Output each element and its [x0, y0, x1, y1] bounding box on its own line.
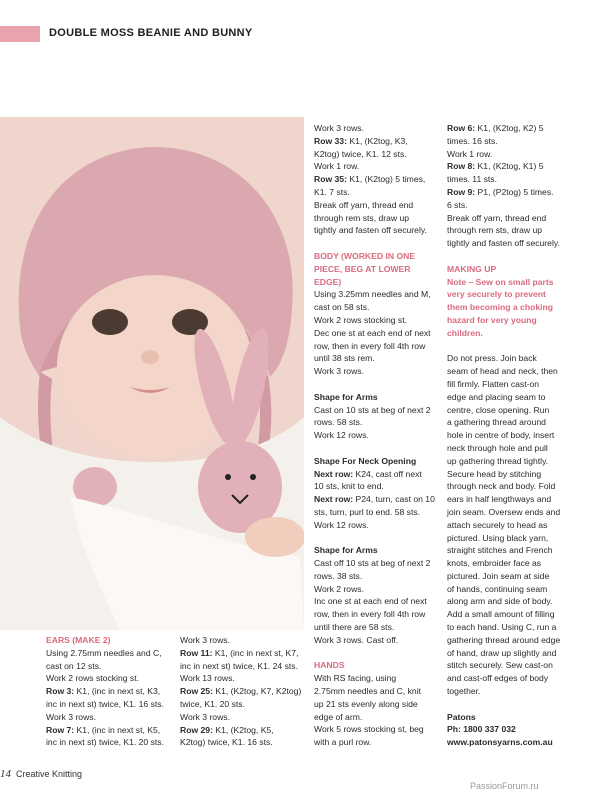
line-text: Using 2.75mm needles and C,	[46, 647, 162, 658]
line-text: Work 2 rows stocking st.	[314, 314, 407, 325]
line-text: Work 1 row.	[314, 161, 360, 172]
bold-label: Shape for Arms	[314, 391, 378, 402]
text-line	[314, 672, 442, 685]
text-line	[314, 621, 442, 634]
bold-label: Ph: 1800 337 032	[447, 724, 516, 735]
text-line	[46, 672, 176, 685]
text-line	[314, 212, 442, 225]
text-line	[46, 724, 176, 737]
line-text: times. 16 sts.	[447, 135, 498, 146]
text-line	[447, 532, 577, 545]
line-text: edge and placing seam to	[447, 391, 546, 402]
spacer	[314, 378, 442, 391]
text-line	[314, 160, 442, 173]
text-line	[447, 493, 577, 506]
text-line	[46, 647, 176, 660]
spacer	[314, 237, 442, 250]
line-text: together.	[447, 686, 481, 697]
text-line	[314, 365, 442, 378]
bold-label: Row 35:	[314, 174, 347, 185]
line-text: knots, embroider face as	[447, 558, 542, 569]
text-line	[447, 352, 577, 365]
text-line	[447, 583, 577, 596]
text-line	[447, 122, 577, 135]
text-line	[46, 698, 176, 711]
bold-label: Row 6:	[447, 123, 476, 133]
line-text: Work 5 rows stocking st, beg	[314, 724, 424, 735]
line-text: Work 3 rows.	[314, 123, 364, 133]
text-line	[447, 468, 577, 481]
line-text: Work 3 rows.	[180, 635, 230, 645]
line-text: K1. 7 sts.	[314, 186, 350, 197]
line-text: pictured. Using black yarn,	[447, 532, 549, 543]
line-text: hole in centre of body, insert	[447, 430, 555, 441]
text-line	[314, 468, 442, 481]
text-line	[180, 724, 308, 737]
line-text: Work 3 rows.	[180, 711, 230, 722]
line-text: tightly and fasten off securely.	[447, 238, 560, 249]
line-text: twice, K1. 20 sts.	[180, 698, 245, 709]
line-text: K1, (K2tog, K2) 5	[475, 123, 544, 133]
text-line	[314, 404, 442, 417]
text-line	[447, 160, 577, 173]
text-line	[447, 365, 577, 378]
bold-label: Next row:	[314, 468, 354, 479]
line-text: K24, cast off next	[353, 468, 422, 479]
line-text: K2tog) twice, K1. 16 sts.	[180, 737, 273, 748]
text-line	[314, 685, 442, 698]
line-text: through rem sts, draw up	[314, 212, 410, 223]
text-line	[447, 199, 577, 212]
spacer	[314, 532, 442, 545]
text-line	[314, 416, 442, 429]
text-line	[314, 135, 442, 148]
text-line	[314, 122, 442, 135]
text-line	[447, 685, 577, 698]
text-line	[314, 608, 442, 621]
text-line	[447, 736, 577, 749]
line-text: up gathering thread tightly.	[447, 455, 549, 466]
line-text: K1, (K2tog, K5,	[212, 724, 274, 735]
line-text: row, then in every foll 4th row	[314, 340, 426, 351]
line-text: K1, (inc in next st, K5,	[74, 724, 161, 735]
bold-label: Shape For Neck Opening	[314, 455, 417, 466]
text-line	[447, 404, 577, 417]
line-text: along arm and side of body.	[447, 596, 553, 607]
line-text: rows. 58 sts.	[314, 417, 363, 428]
line-text: through neck and body. Fold	[447, 481, 556, 492]
line-text: of hand, draw up slightly and	[447, 647, 557, 658]
line-text: K1, (K2tog, K1) 5	[475, 161, 544, 172]
line-text: Break off yarn, thread end	[447, 212, 547, 223]
line-text: through rem sts, draw up	[447, 225, 543, 236]
bold-label: Patons	[447, 711, 476, 722]
text-line	[447, 621, 577, 634]
text-line	[314, 173, 442, 186]
line-text: ears in half lengthways and	[447, 494, 552, 505]
spacer	[447, 698, 577, 711]
text-line	[46, 711, 176, 724]
text-line	[447, 173, 577, 186]
text-line	[447, 378, 577, 391]
bold-label: Row 9:	[447, 186, 476, 197]
spacer	[314, 647, 442, 660]
line-text: tightly and fasten off securely.	[314, 225, 427, 236]
text-line	[314, 736, 442, 749]
text-line	[314, 519, 442, 532]
line-text: until there are 58 sts.	[314, 622, 395, 633]
text-line	[314, 199, 442, 212]
safety-note: children.	[447, 327, 483, 338]
watermark: PassionForum.ru	[470, 781, 539, 791]
line-text: edge of arm.	[314, 711, 363, 722]
line-text: straight stitches and French	[447, 545, 553, 556]
page-footer	[0, 768, 82, 780]
text-line	[447, 480, 577, 493]
text-line	[447, 723, 577, 736]
line-text: Cast on 10 sts at beg of next 2	[314, 404, 431, 415]
text-line	[180, 711, 308, 724]
line-text: inc in next st) twice, K1. 20 sts.	[46, 737, 164, 748]
line-text: row, then in every foll 4th row	[314, 609, 426, 620]
text-line	[447, 570, 577, 583]
text-line	[180, 685, 308, 698]
text-line	[314, 148, 442, 161]
section-heading: HANDS	[314, 660, 345, 671]
spacer	[314, 442, 442, 455]
bold-label: Next row:	[314, 494, 354, 505]
section-heading: EDGE)	[314, 276, 342, 287]
line-text: Inc one st at each end of next	[314, 596, 427, 607]
text-line	[447, 544, 577, 557]
line-text: Work 3 rows.	[314, 366, 364, 377]
text-line	[314, 595, 442, 608]
line-text: cast on 58 sts.	[314, 302, 370, 313]
bold-label: www.patonsyarns.com.au	[447, 737, 553, 748]
line-text: K1, (inc in next st, K3,	[74, 686, 161, 697]
line-text: pictured. Join seam at side	[447, 570, 550, 581]
line-text: Work 2 rows.	[314, 583, 364, 594]
line-text: up 21 sts evenly along side	[314, 698, 418, 709]
text-line	[314, 480, 442, 493]
section-heading: BODY (WORKED IN ONE	[314, 250, 416, 261]
text-line	[447, 186, 577, 199]
bold-label: Row 11:	[180, 647, 213, 658]
line-text: centre, close opening. Run	[447, 404, 550, 415]
bold-label: Row 29:	[180, 724, 213, 735]
line-text: inc in next st) twice, K1. 16 sts.	[46, 698, 164, 709]
line-text: fill firmly. Flatten cast-on	[447, 378, 540, 389]
text-line	[447, 391, 577, 404]
bold-label: Row 3:	[46, 686, 75, 697]
line-text: until 38 sts rem.	[314, 353, 375, 364]
line-text: Secure head by stitching	[447, 468, 542, 479]
text-line	[314, 455, 442, 468]
line-text: attach securely to head as	[447, 519, 548, 530]
text-line	[314, 557, 442, 570]
line-text: 2.75mm needles and C, knit	[314, 686, 422, 697]
text-line	[447, 557, 577, 570]
text-line	[314, 711, 442, 724]
magazine-name: Creative Knitting	[16, 769, 83, 779]
section-heading: MAKING UP	[447, 263, 497, 274]
line-text: join seam. Oversew ends and	[447, 506, 561, 517]
text-line	[447, 519, 577, 532]
line-text: of hands, continuing seam	[447, 583, 548, 594]
text-line	[314, 544, 442, 557]
text-line	[180, 698, 308, 711]
line-text: rows. 38 sts.	[314, 570, 363, 581]
text-line	[314, 634, 442, 647]
text-line	[447, 237, 577, 250]
section-heading: EARS (MAKE 2)	[46, 635, 111, 645]
line-text: K1, (inc in next st, K7,	[212, 647, 299, 658]
text-line	[447, 711, 577, 724]
line-text: neck through hole and pull	[447, 442, 548, 453]
text-line	[314, 288, 442, 301]
text-line	[180, 736, 308, 749]
line-text: Work 13 rows.	[180, 673, 235, 684]
column-4	[447, 122, 577, 749]
text-line	[314, 224, 442, 237]
text-line	[314, 570, 442, 583]
text-line	[447, 672, 577, 685]
line-text: Cast off 10 sts at beg of next 2	[314, 558, 431, 569]
text-line	[314, 583, 442, 596]
page-title: DOUBLE MOSS BEANIE AND BUNNY	[49, 27, 253, 39]
spacer	[447, 250, 577, 263]
text-line	[447, 212, 577, 225]
text-line	[447, 506, 577, 519]
line-text: sts, turn, purl to end. 58 sts.	[314, 506, 421, 517]
line-text: K1, (K2tog, K3,	[346, 135, 408, 146]
text-line	[447, 442, 577, 455]
text-line	[314, 186, 442, 199]
text-line	[314, 429, 442, 442]
text-line	[46, 660, 176, 673]
line-text: 10 sts, knit to end.	[314, 481, 384, 492]
line-text: gathering thread around edge	[447, 634, 561, 645]
text-line	[447, 224, 577, 237]
text-line	[314, 314, 442, 327]
section-heading: PIECE, BEG AT LOWER	[314, 263, 411, 274]
column-3	[314, 122, 442, 749]
text-line	[314, 723, 442, 736]
bold-label: Shape for Arms	[314, 545, 378, 556]
line-text: Work 12 rows.	[314, 519, 369, 530]
text-line	[314, 493, 442, 506]
text-line	[314, 391, 442, 404]
line-text: a gathering thread around	[447, 417, 546, 428]
safety-note: Note – Sew on small parts	[447, 276, 554, 287]
safety-note: hazard for very young	[447, 314, 537, 325]
text-line	[314, 327, 442, 340]
text-line	[180, 660, 308, 673]
line-text: Work 12 rows.	[314, 430, 369, 441]
baby-bunny-photo	[0, 117, 304, 630]
line-text: with a purl row.	[314, 737, 372, 748]
text-line	[314, 506, 442, 519]
line-text: cast on 12 sts.	[46, 660, 102, 671]
line-text: and cast-off edges of body	[447, 673, 549, 684]
line-text: to each hand. Using C, run a	[447, 622, 557, 633]
text-line	[447, 429, 577, 442]
line-text: Work 2 rows stocking st.	[46, 673, 139, 684]
line-text: P24, turn, cast on 10	[353, 494, 435, 505]
line-text: Do not press. Join back	[447, 353, 537, 364]
line-text: Work 1 row.	[447, 148, 493, 159]
text-line	[46, 736, 176, 749]
line-text: With RS facing, using	[314, 673, 397, 684]
spacer	[447, 340, 577, 353]
text-line	[180, 647, 308, 660]
line-text: Using 3.25mm needles and M,	[314, 289, 431, 300]
text-line	[447, 608, 577, 621]
line-text: K2tog) twice, K1. 12 sts.	[314, 148, 407, 159]
text-line	[447, 148, 577, 161]
text-line	[447, 455, 577, 468]
text-line	[180, 672, 308, 685]
safety-note: them becoming a choking	[447, 302, 554, 313]
text-line	[314, 352, 442, 365]
text-line	[447, 595, 577, 608]
text-line	[447, 634, 577, 647]
column-1	[46, 634, 176, 749]
bold-label: Row 33:	[314, 135, 347, 146]
column-2	[180, 634, 308, 749]
safety-note: very securely to prevent	[447, 289, 546, 300]
text-line	[314, 340, 442, 353]
text-line	[314, 301, 442, 314]
bold-label: Row 8:	[447, 161, 476, 172]
line-text: Work 3 rows. Cast off.	[314, 634, 399, 645]
page-number: 14	[0, 768, 11, 780]
line-text: P1, (P2tog) 5 times.	[475, 186, 554, 197]
text-line	[447, 135, 577, 148]
text-line	[447, 647, 577, 660]
text-line	[447, 416, 577, 429]
line-text: K1, (K2tog, K7, K2tog)	[212, 686, 302, 697]
line-text: Break off yarn, thread end	[314, 199, 414, 210]
bold-label: Row 25:	[180, 686, 213, 697]
line-text: seam of head and neck, then	[447, 366, 558, 377]
text-line	[180, 634, 308, 647]
text-line	[46, 685, 176, 698]
text-line	[314, 698, 442, 711]
line-text: Dec one st at each end of next	[314, 327, 431, 338]
line-text: 6 sts.	[447, 199, 468, 210]
line-text: times. 11 sts.	[447, 174, 497, 185]
header-accent-bar	[0, 26, 40, 42]
line-text: Work 3 rows.	[46, 711, 96, 722]
text-line	[447, 659, 577, 672]
line-text: K1, (K2tog) 5 times,	[346, 174, 426, 185]
bold-label: Row 7:	[46, 724, 75, 735]
line-text: inc in next st) twice, K1. 24 sts.	[180, 660, 298, 671]
line-text: Add a small amount of filling	[447, 609, 555, 620]
line-text: stitch securely. Sew cast-on	[447, 660, 553, 671]
